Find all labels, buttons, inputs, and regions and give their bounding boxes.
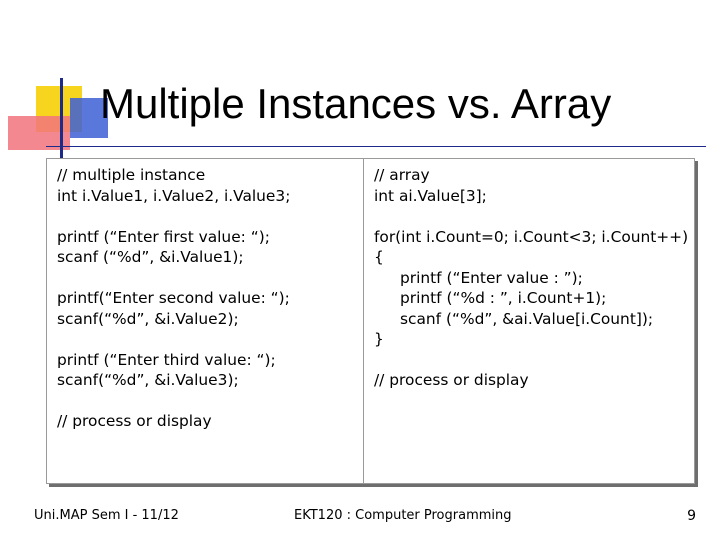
code-line: // process or display — [374, 371, 529, 389]
blank-line — [57, 329, 359, 350]
code-line: for(int i.Count=0; i.Count<3; i.Count++) — [374, 227, 689, 246]
code-line: scanf (“%d”, &ai.Value[i.Count]); — [400, 309, 654, 328]
code-line: scanf(“%d”, &i.Value2); — [57, 309, 239, 328]
blank-line — [374, 350, 690, 371]
code-line: int i.Value1, i.Value2, i.Value3; — [57, 186, 291, 205]
footer-course-info: Uni.MAP Sem I - 11/12 — [34, 508, 179, 523]
blank-line — [57, 391, 359, 412]
title-underline — [46, 146, 706, 147]
code-line: printf (“%d : ”, i.Count+1); — [400, 289, 607, 307]
code-line: printf (“Enter third value: “); — [57, 350, 276, 369]
code-line: printf (“Enter value : ”); — [400, 268, 583, 287]
code-line: printf (“Enter first value: “); — [57, 227, 270, 246]
blank-line — [374, 206, 690, 227]
array-code-panel — [363, 158, 695, 484]
page-number: 9 — [687, 508, 696, 524]
footer-subject: EKT120 : Computer Programming — [294, 508, 512, 523]
code-line: { — [374, 248, 384, 266]
code-line: scanf(“%d”, &i.Value3); — [57, 371, 239, 389]
code-line: // array — [374, 166, 430, 184]
code-line: // process or display — [57, 412, 212, 430]
code-line: printf(“Enter second value: “); — [57, 289, 290, 307]
code-line: int ai.Value[3]; — [374, 186, 487, 205]
array-code — [374, 165, 690, 391]
code-line: } — [374, 330, 384, 348]
blank-line — [57, 268, 359, 289]
blank-line — [57, 206, 359, 227]
multiple-instance-code — [57, 165, 359, 432]
code-line: // multiple instance — [57, 166, 206, 184]
slide-title: Multiple Instances vs. Array — [100, 80, 612, 127]
vertical-rule — [60, 78, 63, 160]
code-line: scanf (“%d”, &i.Value1); — [57, 248, 244, 266]
multiple-instance-code-panel — [46, 158, 364, 484]
